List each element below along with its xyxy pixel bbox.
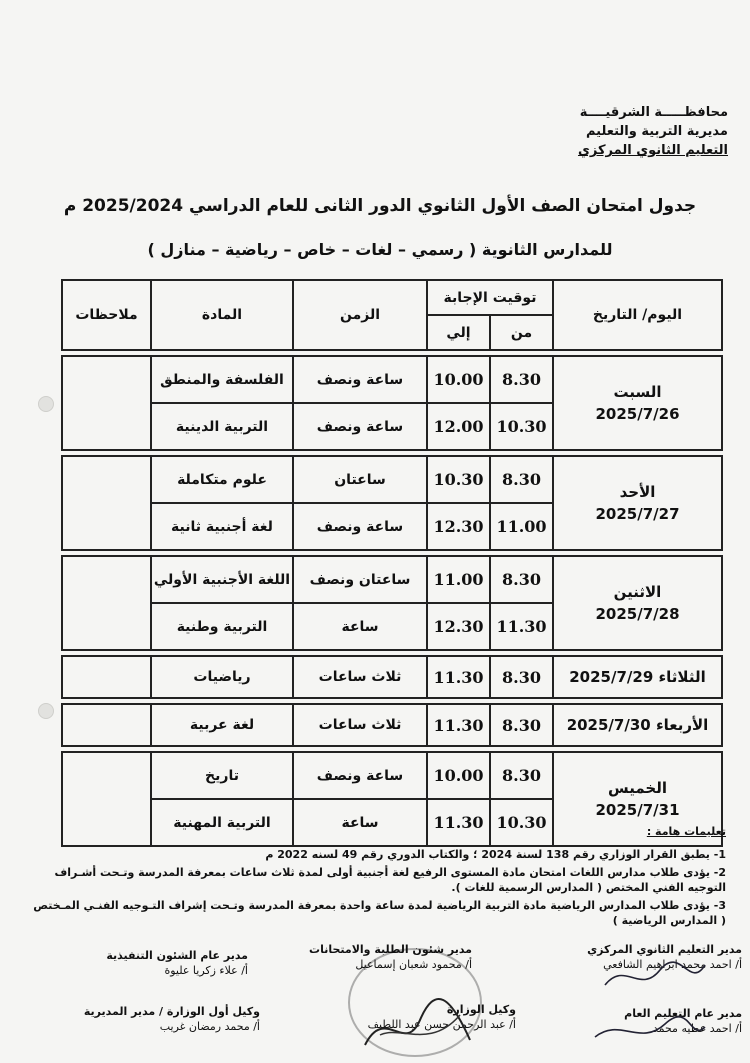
subject-cell: التربية وطنية: [151, 603, 293, 650]
day-cell: الثلاثاء 2025/7/29: [553, 656, 722, 698]
punch-hole-icon: [38, 396, 54, 412]
to-cell: 11.30: [427, 704, 490, 746]
duration-cell: ساعتان ونصف: [293, 556, 427, 603]
duration-cell: ساعتان: [293, 456, 427, 503]
day-cell: الخميس 2025/7/31: [553, 752, 722, 846]
instruction-item: 1- يطبق القرار الوزاري رقم 138 لسنة 2024 ؛ والكتاب الدوري رقم 49 لسنه 2022 م: [265, 848, 726, 861]
table-row: [62, 556, 722, 603]
to-cell: 12.00: [427, 403, 490, 450]
governorate-line: محافظـــــة الشرقيــــة: [579, 105, 728, 120]
page-subtitle: للمدارس الثانوية ( رسمي – لغات – خاص – رياضية – منازل ): [147, 240, 613, 259]
header-duration: الزمن: [293, 280, 427, 350]
subject-cell: علوم متكاملة: [151, 456, 293, 503]
handwritten-signature-icon: [590, 1012, 710, 1052]
to-cell: 10.30: [427, 456, 490, 503]
header-from: من: [490, 315, 553, 350]
day-cell: الاثنين 2025/7/28: [553, 556, 722, 650]
subject-cell: لغة أجنبية ثانية: [151, 503, 293, 550]
to-cell: 11.00: [427, 556, 490, 603]
from-cell: 11.00: [490, 503, 553, 550]
subject-cell: رياضيات: [151, 656, 293, 698]
signature-general-education: مدير عام التعليم العام أ/ احمد عطيه محمد: [624, 1007, 742, 1035]
directorate-line: مديرية التربية والتعليم: [585, 124, 728, 139]
notes-cell: [62, 356, 151, 450]
day-cell: الأربعاء 2025/7/30: [553, 704, 722, 746]
duration-cell: ساعة: [293, 603, 427, 650]
table-row: [62, 752, 722, 799]
from-cell: 8.30: [490, 556, 553, 603]
to-cell: 11.30: [427, 799, 490, 846]
subject-cell: تاريخ: [151, 752, 293, 799]
signature-central-director: مدير التعليم الثانوي المركزي أ/ احمد محمد ابراهيم الشافعي: [587, 943, 742, 971]
table-row: [62, 704, 722, 746]
header-notes: ملاحظات: [62, 280, 151, 350]
notes-cell: [62, 656, 151, 698]
to-cell: 10.00: [427, 752, 490, 799]
duration-cell: ساعة ونصف: [293, 752, 427, 799]
instructions-section: [26, 824, 726, 931]
to-cell: 11.30: [427, 656, 490, 698]
duration-cell: ساعة ونصف: [293, 356, 427, 403]
day-cell: الأحد 2025/7/27: [553, 456, 722, 550]
subject-cell: التربية المهنية: [151, 799, 293, 846]
from-cell: 11.30: [490, 603, 553, 650]
header-subject: المادة: [151, 280, 293, 350]
instruction-item: 2- يؤدى طلاب مدارس اللغات امتحان مادة المستوى الرفيع لغة أجنبية أولى لمدة ثلاث ساعات بمعرفة المدرسة وتـحت أشـراف التوجيه الفني المختص ( المدارس الرسمية للغات ).: [54, 866, 726, 894]
signature-ministry-deputy: وكيل الوزارة أ/ عبد الرحمن حسن عبد اللطيف: [367, 1003, 516, 1031]
notes-cell: [62, 704, 151, 746]
from-cell: 8.30: [490, 356, 553, 403]
handwritten-signature-icon: [360, 985, 480, 1060]
exam-schedule-table: [61, 279, 723, 847]
subject-cell: اللغة الأجنبية الأولي: [151, 556, 293, 603]
from-cell: 8.30: [490, 456, 553, 503]
subject-cell: الفلسفة والمنطق: [151, 356, 293, 403]
to-cell: 12.30: [427, 603, 490, 650]
punch-hole-icon: [38, 703, 54, 719]
from-cell: 10.30: [490, 403, 553, 450]
to-cell: 10.00: [427, 356, 490, 403]
day-cell: السبت 2025/7/26: [553, 356, 722, 450]
table-row: [62, 356, 722, 403]
to-cell: 12.30: [427, 503, 490, 550]
duration-cell: ساعة: [293, 799, 427, 846]
header-answer-time: توقيت الإجابة: [427, 280, 553, 315]
notes-cell: [62, 556, 151, 650]
subject-cell: التربية الدينية: [151, 403, 293, 450]
duration-cell: ثلاث ساعات: [293, 704, 427, 746]
signature-first-deputy: وكيل أول الوزارة / مدير المديرية أ/ محمد رمضان غريب: [83, 1005, 260, 1033]
instructions-title: تعليمات هامة :: [646, 825, 726, 838]
from-cell: 8.30: [490, 704, 553, 746]
from-cell: 10.30: [490, 799, 553, 846]
table-row: [62, 456, 722, 503]
table-row: [62, 656, 722, 698]
from-cell: 8.30: [490, 656, 553, 698]
letterhead: [468, 103, 728, 160]
header-day: اليوم/ التاريخ: [553, 280, 722, 350]
page-title: جدول امتحان الصف الأول الثانوي الدور الثانى للعام الدراسي 2025/2024 م: [63, 196, 697, 216]
handwritten-signature-icon: [600, 955, 710, 1000]
from-cell: 8.30: [490, 752, 553, 799]
signature-executive-affairs: مدير عام الشئون التنفيذية أ/ علاء زكريا عليوة: [106, 949, 248, 977]
signature-student-affairs: مدير شئون الطلبة والامتحانات أ/ محمود شعبان إسماعيل: [309, 943, 472, 971]
duration-cell: ثلاث ساعات: [293, 656, 427, 698]
duration-cell: ساعة ونصف: [293, 503, 427, 550]
header-to: إلي: [427, 315, 490, 350]
notes-cell: [62, 456, 151, 550]
instruction-item: 3- يؤدى طلاب المدارس الرياضية مادة التربية الرياضية لمدة ساعة واحدة بمعرفة المدرسة وتـحت إشراف التـوجيه الفنـي المـختص ( المدارس الرياضية ): [33, 899, 726, 927]
subject-cell: لغة عربية: [151, 704, 293, 746]
duration-cell: ساعة ونصف: [293, 403, 427, 450]
department-line: التعليم الثانوي المركزي: [577, 143, 728, 158]
